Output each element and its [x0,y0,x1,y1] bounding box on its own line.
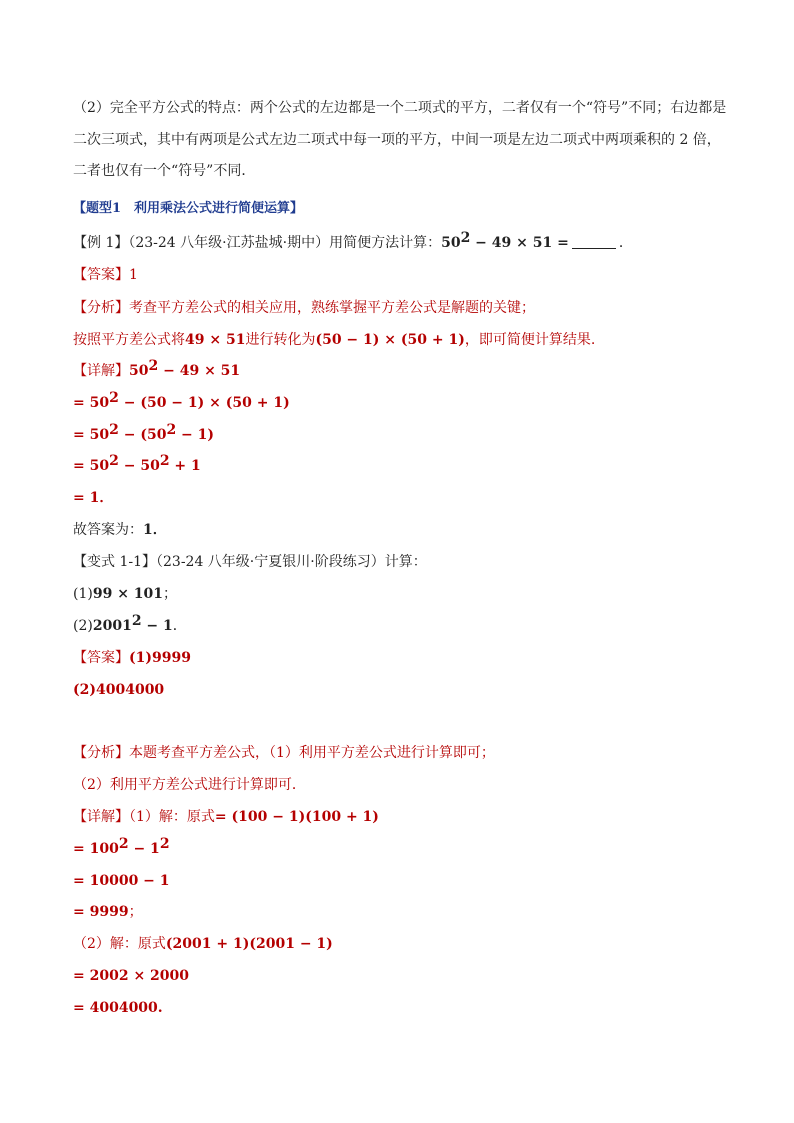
punct: ； [128,904,143,920]
exponent: 2 [118,836,129,852]
variation-q1 [73,584,177,604]
example-1-answer [73,265,138,285]
exponent: 2 [148,358,159,374]
intro-line-2: 二次三项式，其中有两项是公式左边二项式中每一项的平方，中间一项是左边二项式中两项乘积的 2 倍， [73,132,721,148]
variation-detail-4 [73,902,143,922]
analysis-text-part: 按照平方差公式将 [73,332,185,348]
math: − 1 [141,618,173,634]
example-1-analysis-2 [73,330,595,350]
math: + 1 [169,458,201,474]
detail-line-0 [73,358,241,381]
example-source: （23-24 八年级·江苏盐城·期中）用简便方法计算： [128,235,442,251]
q-number: (2) [73,618,93,634]
math: 50 [129,363,149,379]
math: − 1 [128,841,160,857]
variation-answer-2: (2)4004000 [73,682,165,698]
analysis-text-part: 进行转化为 [245,332,316,348]
exponent: 2 [131,613,142,629]
variation-answer-1 [73,648,191,668]
q-number: (1) [73,586,93,602]
punct: ； [163,586,178,602]
detail-line-4: = 1． [73,490,114,506]
math: − 49 × 51 [158,363,241,379]
variation-q2 [73,613,187,636]
analysis-text: 考查平方差公式的相关应用，熟练掌握平方差公式是解题的关键； [129,300,535,316]
answer-label: 【答案】 [73,267,129,283]
variation-analysis-2: （2）利用平方差公式进行计算即可． [73,777,306,793]
analysis-label: 【分析】 [73,745,129,761]
detail-label: 【详解】 [73,363,129,379]
variation-detail-6: = 2002 × 2000 [73,968,190,984]
math: 99 × 101 [92,586,164,602]
section-heading: 【题型1 利用乘法公式进行简便运算】 [73,201,304,216]
math: = 100 [73,841,119,857]
detail-line-2 [73,422,215,445]
analysis-expr-2: (50 − 1) × (50 + 1) [315,332,465,348]
analysis-expr-1: 49 × 51 [185,332,246,348]
final-label: 故答案为： [73,522,143,538]
math: (2001 + 1)(2001 − 1) [165,936,333,952]
math: = 50 [73,458,110,474]
math: = (100 − 1)(100 + 1) [214,809,379,825]
exponent: 2 [159,836,170,852]
math: − (50 [118,427,167,443]
detail-text: （2）解：原式 [73,936,166,952]
exponent: 2 [109,453,119,469]
exponent: 2 [109,390,119,406]
detail-line-1 [73,390,290,413]
math: = 50 [73,395,110,411]
detail-label: 【详解】 [73,809,129,825]
variation-detail-2 [73,836,170,859]
example-label: 【例 1】 [73,235,129,251]
variation-detail-1 [73,807,379,827]
example-1-analysis [73,298,535,318]
detail-line-3 [73,453,201,476]
analysis-text-part: ，即可简便计算结果. [464,332,596,348]
period: ． [618,235,633,251]
intro-line-3: 二者也仅有一个“符号”不同． [73,163,256,179]
analysis-label: 【分析】 [73,300,129,316]
exponent: 2 [109,422,119,438]
answer-blank [572,234,616,249]
variation-source: （23-24 八年级·宁夏银川·阶段练习）计算： [156,554,427,570]
variation-1-question [73,552,427,572]
variation-detail-3: = 10000 − 1 [73,873,170,889]
math: = 9999 [73,904,129,920]
final-value: 1． [143,522,167,538]
example-1-final [73,520,167,540]
expr-rest: − 49 × 51 = [470,235,569,251]
variation-detail-5 [73,934,333,954]
intro-line-1: （2）完全平方公式的特点：两个公式的左边都是一个二项式的平方，二者仅有一个“符号”不同；右边都是 [73,100,727,116]
math: − 1) [176,427,215,443]
exponent: 2 [166,422,177,438]
answer-value: (1)9999 [129,650,191,666]
variation-analysis [73,743,495,763]
variation-detail-7: = 4004000. [73,1000,163,1016]
example-1-question [73,230,633,253]
exponent: 2 [460,230,471,246]
answer-value: 1 [129,267,138,283]
exponent: 2 [159,453,170,469]
math: − (50 − 1) × (50 + 1) [118,395,290,411]
variation-label: 【变式 1-1】 [73,554,156,570]
detail-text: （1）解：原式 [129,809,215,825]
math: − 50 [118,458,160,474]
expr-base: 50 [441,235,461,251]
math: 2001 [92,618,132,634]
analysis-text: 本题考查平方差公式，（1）利用平方差公式进行计算即可； [129,745,495,761]
answer-label: 【答案】 [73,650,129,666]
punct: ． [172,618,187,634]
math: = 50 [73,427,110,443]
